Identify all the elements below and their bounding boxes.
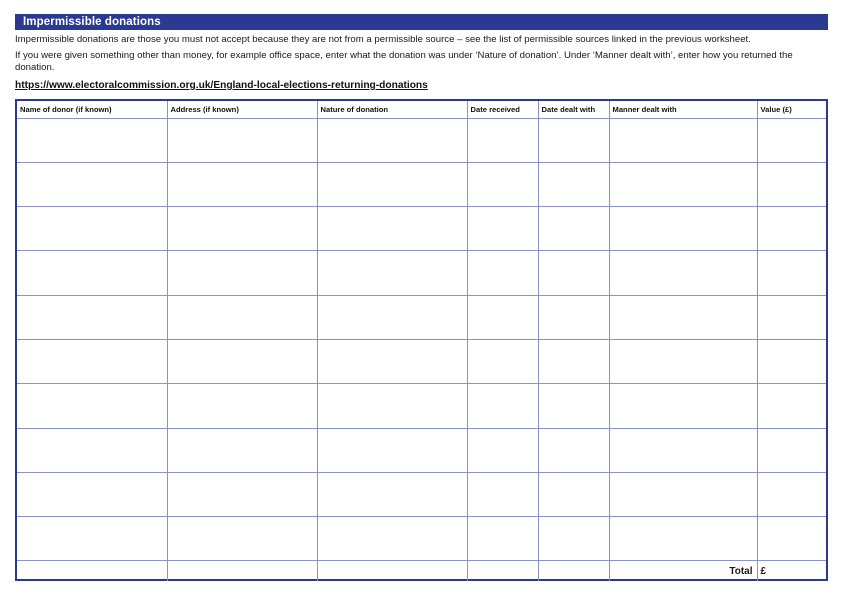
table-row	[17, 162, 826, 206]
date-received-cell[interactable]	[467, 295, 538, 339]
column-header-date-received: Date received	[467, 101, 538, 118]
donor-name-cell[interactable]	[17, 339, 167, 383]
table-body	[17, 118, 826, 581]
table-row	[17, 428, 826, 472]
value-cell[interactable]	[757, 162, 826, 206]
column-header-date-dealt-with: Date dealt with	[538, 101, 609, 118]
manner-dealt-with-cell[interactable]	[609, 339, 757, 383]
date-received-cell[interactable]	[467, 428, 538, 472]
address-cell[interactable]	[167, 517, 317, 561]
table-row	[17, 472, 826, 516]
total-row-spacer	[317, 561, 467, 581]
total-label: Total	[609, 561, 757, 581]
table-header-row	[17, 101, 826, 118]
donor-name-cell[interactable]	[17, 251, 167, 295]
intro-paragraph-2: If you were given something other than money, for example office space, enter what the donation was under ‘Nature of donation’. Under ‘Manner dealt with’, enter how you returned the donation.	[15, 50, 793, 73]
address-cell[interactable]	[167, 472, 317, 516]
donor-name-cell[interactable]	[17, 428, 167, 472]
value-cell[interactable]	[757, 339, 826, 383]
date-dealt-with-cell[interactable]	[538, 428, 609, 472]
address-cell[interactable]	[167, 162, 317, 206]
date-dealt-with-cell[interactable]	[538, 339, 609, 383]
nature-cell[interactable]	[317, 517, 467, 561]
nature-cell[interactable]	[317, 428, 467, 472]
nature-cell[interactable]	[317, 251, 467, 295]
manner-dealt-with-cell[interactable]	[609, 251, 757, 295]
date-dealt-with-cell[interactable]	[538, 118, 609, 162]
date-dealt-with-cell[interactable]	[538, 162, 609, 206]
column-header-donor-name: Name of donor (if known)	[17, 101, 167, 118]
date-received-cell[interactable]	[467, 207, 538, 251]
date-dealt-with-cell[interactable]	[538, 472, 609, 516]
manner-dealt-with-cell[interactable]	[609, 517, 757, 561]
column-header-manner-dealt-with: Manner dealt with	[609, 101, 757, 118]
table-row	[17, 251, 826, 295]
address-cell[interactable]	[167, 339, 317, 383]
address-cell[interactable]	[167, 384, 317, 428]
nature-cell[interactable]	[317, 339, 467, 383]
column-header-address: Address (if known)	[167, 101, 317, 118]
column-header-nature: Nature of donation	[317, 101, 467, 118]
date-received-cell[interactable]	[467, 339, 538, 383]
donor-name-cell[interactable]	[17, 472, 167, 516]
date-received-cell[interactable]	[467, 251, 538, 295]
total-value-field[interactable]	[757, 561, 826, 581]
date-dealt-with-cell[interactable]	[538, 384, 609, 428]
total-row-spacer	[167, 561, 317, 581]
donations-table	[17, 101, 826, 581]
date-received-cell[interactable]	[467, 472, 538, 516]
donor-name-cell[interactable]	[17, 118, 167, 162]
nature-cell[interactable]	[317, 472, 467, 516]
manner-dealt-with-cell[interactable]	[609, 207, 757, 251]
table-row	[17, 384, 826, 428]
table-row	[17, 207, 826, 251]
date-received-cell[interactable]	[467, 384, 538, 428]
intro-paragraph-1: Impermissible donations are those you must not accept because they are not from a permissible source – see the list of permissible sources linked in the previous worksheet.	[15, 34, 751, 45]
date-dealt-with-cell[interactable]	[538, 207, 609, 251]
address-cell[interactable]	[167, 295, 317, 339]
total-row-spacer	[17, 561, 167, 581]
total-row-spacer	[467, 561, 538, 581]
donations-table-frame	[15, 99, 828, 581]
manner-dealt-with-cell[interactable]	[609, 118, 757, 162]
donor-name-cell[interactable]	[17, 162, 167, 206]
value-cell[interactable]	[757, 295, 826, 339]
manner-dealt-with-cell[interactable]	[609, 428, 757, 472]
address-cell[interactable]	[167, 428, 317, 472]
intro-text	[15, 34, 835, 74]
nature-cell[interactable]	[317, 207, 467, 251]
address-cell[interactable]	[167, 118, 317, 162]
table-row	[17, 118, 826, 162]
date-dealt-with-cell[interactable]	[538, 295, 609, 339]
address-cell[interactable]	[167, 251, 317, 295]
value-cell[interactable]	[757, 251, 826, 295]
donor-name-cell[interactable]	[17, 384, 167, 428]
total-row	[17, 561, 826, 581]
manner-dealt-with-cell[interactable]	[609, 295, 757, 339]
donor-name-cell[interactable]	[17, 207, 167, 251]
section-title: Impermissible donations	[23, 16, 161, 28]
manner-dealt-with-cell[interactable]	[609, 384, 757, 428]
nature-cell[interactable]	[317, 118, 467, 162]
value-cell[interactable]	[757, 517, 826, 561]
returning-donations-link[interactable]: https://www.electoralcommission.org.uk/England-local-elections-returning-donations	[15, 80, 428, 91]
manner-dealt-with-cell[interactable]	[609, 472, 757, 516]
table-row	[17, 339, 826, 383]
value-cell[interactable]	[757, 384, 826, 428]
date-received-cell[interactable]	[467, 162, 538, 206]
nature-cell[interactable]	[317, 162, 467, 206]
donor-name-cell[interactable]	[17, 517, 167, 561]
date-dealt-with-cell[interactable]	[538, 251, 609, 295]
manner-dealt-with-cell[interactable]	[609, 162, 757, 206]
value-cell[interactable]	[757, 118, 826, 162]
date-received-cell[interactable]	[467, 118, 538, 162]
address-cell[interactable]	[167, 207, 317, 251]
value-cell[interactable]	[757, 428, 826, 472]
column-header-value: Value (£)	[757, 101, 826, 118]
value-cell[interactable]	[757, 207, 826, 251]
total-currency-symbol: £	[760, 565, 767, 577]
nature-cell[interactable]	[317, 295, 467, 339]
nature-cell[interactable]	[317, 384, 467, 428]
total-row-spacer	[538, 561, 609, 581]
value-cell[interactable]	[757, 472, 826, 516]
donor-name-cell[interactable]	[17, 295, 167, 339]
table-row	[17, 517, 826, 561]
date-received-cell[interactable]	[467, 517, 538, 561]
section-title-banner	[15, 14, 828, 30]
date-dealt-with-cell[interactable]	[538, 517, 609, 561]
table-row	[17, 295, 826, 339]
